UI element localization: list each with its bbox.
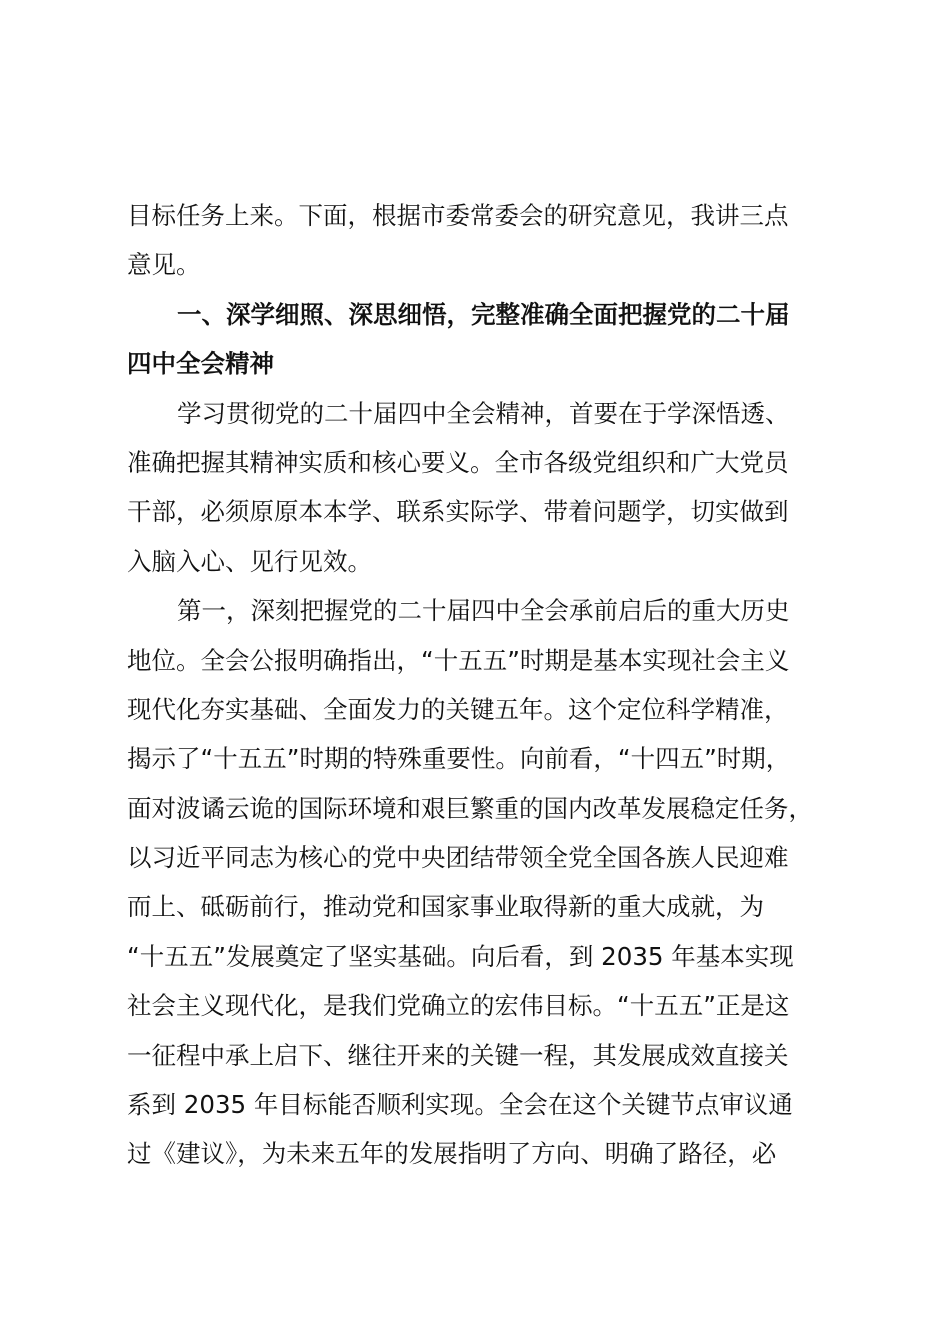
paragraph-line: 过《建议》，为未来五年的发展指明了方向、明确了路径，必 [127, 1139, 777, 1169]
paragraph-line: 揭示了“十五五”时期的特殊重要性。向前看，“十四五”时期， [127, 744, 791, 774]
paragraph-line: 社会主义现代化，是我们党确立的宏伟目标。“十五五”正是这 [127, 991, 790, 1021]
paragraph-line: 系到 2035 年目标能否顺利实现。全会在这个关键节点审议通 [127, 1090, 793, 1120]
paragraph-line: 学习贯彻党的二十届四中全会精神，首要在于学深悟透、 [177, 398, 790, 428]
paragraph-line: 干部，必须原原本本学、联系实际学、带着问题学，切实做到 [127, 497, 789, 527]
paragraph-line: 意见。 [127, 250, 201, 280]
section-heading: 一、深学细照、深思细悟，完整准确全面把握党的二十届 [177, 299, 790, 329]
paragraph-line: 而上、砥砺前行，推动党和国家事业取得新的重大成就，为 [127, 892, 764, 922]
section-heading: 四中全会精神 [127, 349, 274, 379]
document-body [127, 191, 823, 1179]
paragraph-line: 准确把握其精神实质和核心要义。全市各级党组织和广大党员 [127, 447, 789, 477]
paragraph-line: 地位。全会公报明确指出，“十五五”时期是基本实现社会主义 [127, 645, 790, 675]
paragraph-line: 入脑入心、见行见效。 [127, 546, 372, 576]
paragraph-line: “十五五”发展奠定了坚实基础。向后看，到 2035 年基本实现 [127, 941, 794, 971]
paragraph-line: 现代化夯实基础、全面发力的关键五年。这个定位科学精准， [127, 694, 789, 724]
paragraph-line: 一征程中承上启下、继往开来的关键一程，其发展成效直接关 [127, 1040, 789, 1070]
paragraph-line: 以习近平同志为核心的党中央团结带领全党全国各族人民迎难 [127, 843, 789, 873]
paragraph-line: 面对波谲云诡的国际环境和艰巨繁重的国内改革发展稳定任务， [127, 793, 813, 823]
paragraph-line: 目标任务上来。下面，根据市委常委会的研究意见，我讲三点 [127, 201, 789, 230]
paragraph-line: 第一，深刻把握党的二十届四中全会承前启后的重大历史 [177, 596, 790, 626]
